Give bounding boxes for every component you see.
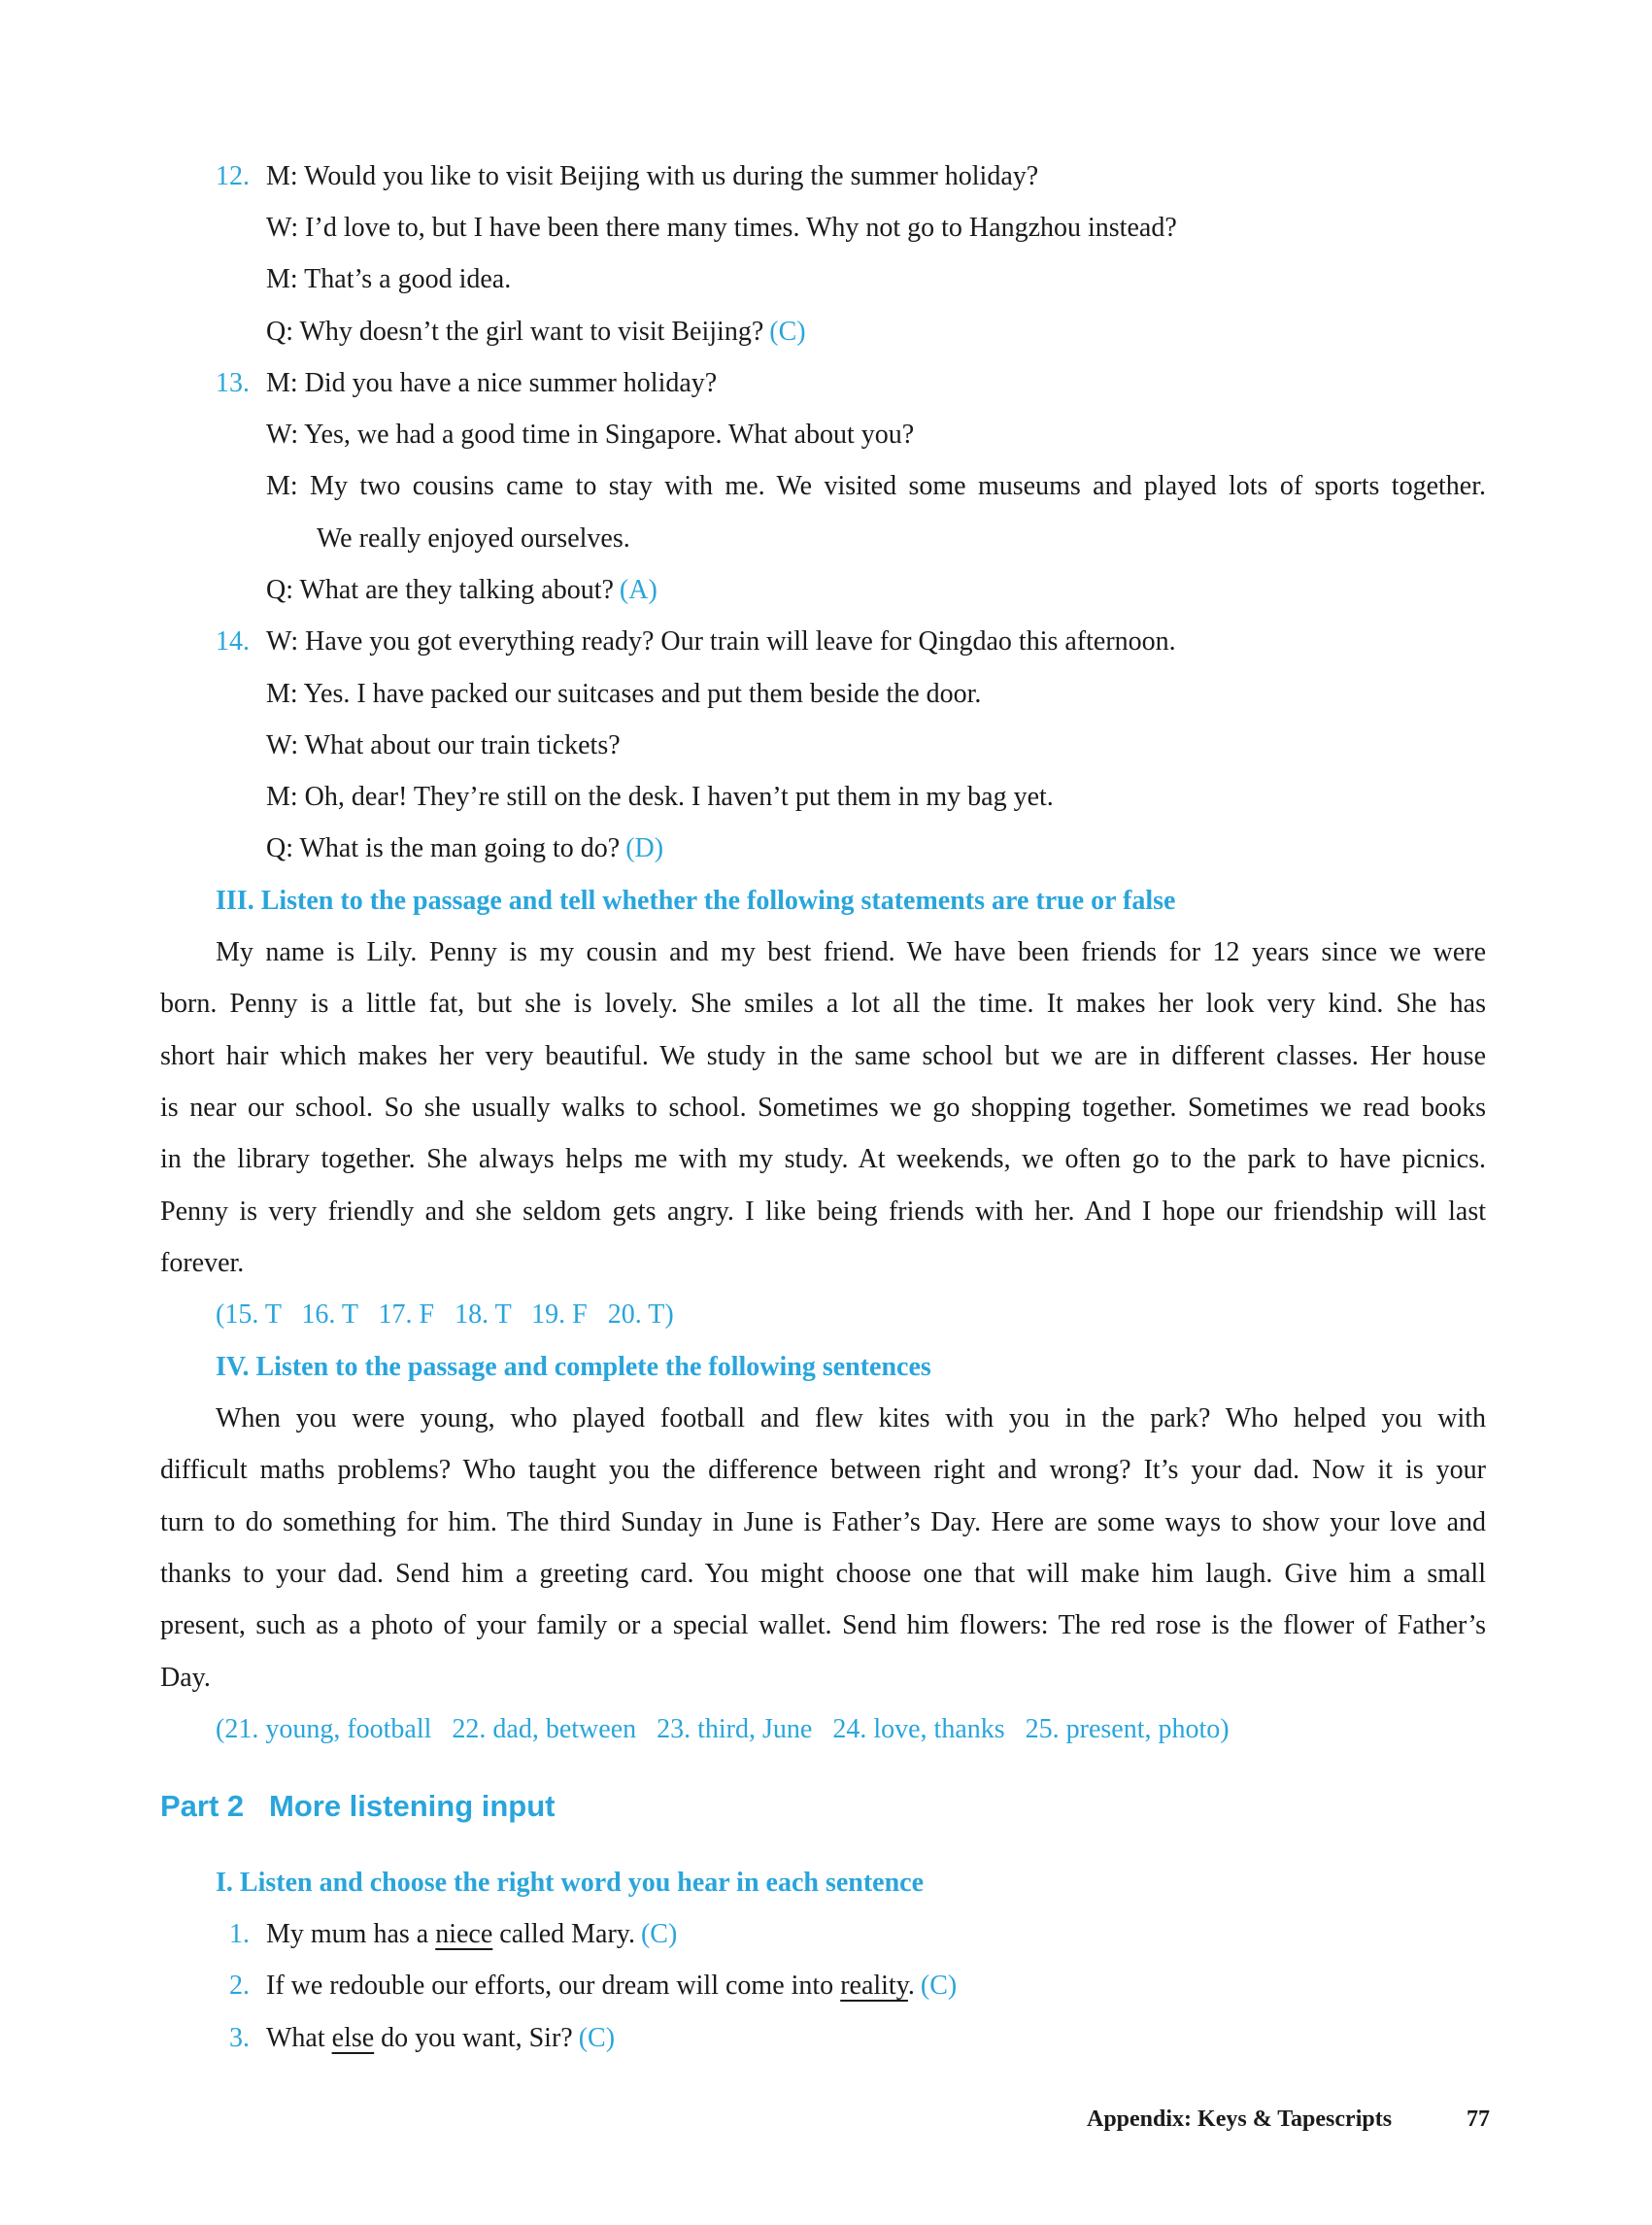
q12-question bbox=[266, 313, 806, 352]
section-iv-line-4: thanks to your dad. Send him a greeting card. You might choose one that will make him laugh. Give him a small bbox=[160, 1559, 1486, 1589]
section-iii-heading: III. Listen to the passage and tell whether the following statements are true or false bbox=[216, 886, 1176, 916]
q14-line-3: W: What about our train tickets? bbox=[266, 730, 621, 760]
section-iii-line-3: short hair which makes her very beautiful. We study in the same school but we are in different classes. Her house bbox=[160, 1041, 1486, 1071]
q12-number: 12. bbox=[216, 161, 250, 191]
item-1-word: niece bbox=[435, 1919, 493, 1949]
section-iii-line-6: Penny is very friendly and she seldom gets angry. I like being friends with her. And I hope our friendship will last bbox=[160, 1197, 1486, 1227]
section-iv-line-6: Day. bbox=[160, 1663, 211, 1693]
q12-answer: (C) bbox=[769, 317, 806, 347]
section-iii-line-5: in the library together. She always helps me with my study. At weekends, we often go to the park to have picnics. bbox=[160, 1144, 1486, 1174]
section-iv-line-2: difficult maths problems? Who taught you the difference between right and wrong? It’s your dad. Now it is your bbox=[160, 1455, 1486, 1485]
item-1-answer: (C) bbox=[640, 1919, 678, 1949]
part-2-item-2 bbox=[229, 1967, 957, 2006]
q13-answer: (A) bbox=[619, 575, 657, 605]
page-number: 77 bbox=[1467, 2107, 1490, 2132]
section-iii-line-2: born. Penny is a little fat, but she is lovely. She smiles a lot all the time. It makes her look very kind. She has bbox=[160, 989, 1486, 1019]
section-iv-answers: (21. young, football 22. dad, between 23. third, June 24. love, thanks 25. present, photo) bbox=[216, 1714, 1230, 1744]
section-iii-line-4: is near our school. So she usually walks to school. Sometimes we go shopping together. Sometimes we read books bbox=[160, 1093, 1486, 1123]
part-2-title: Part 2 More listening input bbox=[160, 1789, 556, 1823]
item-1-number: 1. bbox=[229, 1919, 250, 1949]
item-2-pre: If we redouble our efforts, our dream will come into bbox=[266, 1971, 841, 2001]
q12-line-3: M: That’s a good idea. bbox=[266, 264, 512, 294]
q13-line-2: W: Yes, we had a good time in Singapore. What about you? bbox=[266, 420, 915, 450]
q14-line-1 bbox=[216, 623, 1176, 661]
section-iv-heading: IV. Listen to the passage and complete the following sentences bbox=[216, 1352, 931, 1382]
item-2-post: . bbox=[907, 1971, 915, 2001]
item-3-pre: What bbox=[266, 2023, 332, 2053]
q13-text-1: M: Did you have a nice summer holiday? bbox=[266, 368, 718, 398]
item-3-word: else bbox=[331, 2023, 375, 2053]
part-2-item-3 bbox=[229, 2019, 615, 2058]
section-iv-line-5: present, such as a photo of your family or a special wallet. Send him flowers: The red rose is the flower of Father’s bbox=[160, 1610, 1486, 1640]
item-1-pre: My mum has a bbox=[266, 1919, 436, 1949]
q13-line-3: M: My two cousins came to stay with me. We visited some museums and played lots of sports together. bbox=[266, 471, 1486, 501]
q14-line-2: M: Yes. I have packed our suitcases and put them beside the door. bbox=[266, 679, 982, 709]
q13-line-1 bbox=[216, 364, 717, 403]
q12-line-2: W: I’d love to, but I have been there many times. Why not go to Hangzhou instead? bbox=[266, 213, 1177, 243]
q13-question bbox=[266, 571, 657, 610]
q12-question-text: Q: Why doesn’t the girl want to visit Beijing? bbox=[266, 317, 764, 347]
item-1-post: called Mary. bbox=[492, 1919, 635, 1949]
part-2-section-i-heading: I. Listen and choose the right word you hear in each sentence bbox=[216, 1868, 925, 1898]
q14-question bbox=[266, 829, 663, 868]
q13-question-text: Q: What are they talking about? bbox=[266, 575, 614, 605]
item-2-answer: (C) bbox=[920, 1971, 958, 2001]
q13-line-4: We really enjoyed ourselves. bbox=[317, 523, 630, 554]
item-2-word: reality bbox=[840, 1971, 908, 2001]
q12-line-1 bbox=[216, 157, 1038, 196]
q14-question-text: Q: What is the man going to do? bbox=[266, 833, 621, 863]
q12-text-1: M: Would you like to visit Beijing with us during the summer holiday? bbox=[266, 161, 1039, 191]
q14-number: 14. bbox=[216, 626, 250, 657]
item-2-number: 2. bbox=[229, 1971, 250, 2001]
section-iv-line-3: turn to do something for him. The third Sunday in June is Father’s Day. Here are some ways to show your love and bbox=[160, 1507, 1486, 1537]
section-iv-line-1: When you were young, who played football and flew kites with you in the park? Who helped you with bbox=[216, 1403, 1486, 1433]
item-3-post: do you want, Sir? bbox=[374, 2023, 573, 2053]
footer-label: Appendix: Keys & Tapescripts bbox=[1087, 2107, 1393, 2132]
part-2-item-1 bbox=[229, 1915, 677, 1954]
item-3-answer: (C) bbox=[578, 2023, 616, 2053]
q13-number: 13. bbox=[216, 368, 250, 398]
item-3-number: 3. bbox=[229, 2023, 250, 2053]
section-iii-answers: (15. T 16. T 17. F 18. T 19. F 20. T) bbox=[216, 1299, 674, 1330]
section-iii-line-1: My name is Lily. Penny is my cousin and my best friend. We have been friends for 12 years since we were bbox=[216, 937, 1486, 967]
q14-line-4: M: Oh, dear! They’re still on the desk. I haven’t put them in my bag yet. bbox=[266, 782, 1054, 812]
q14-answer: (D) bbox=[625, 833, 664, 863]
section-iii-line-7: forever. bbox=[160, 1248, 245, 1278]
q14-text-1: W: Have you got everything ready? Our train will leave for Qingdao this afternoon. bbox=[266, 626, 1176, 657]
